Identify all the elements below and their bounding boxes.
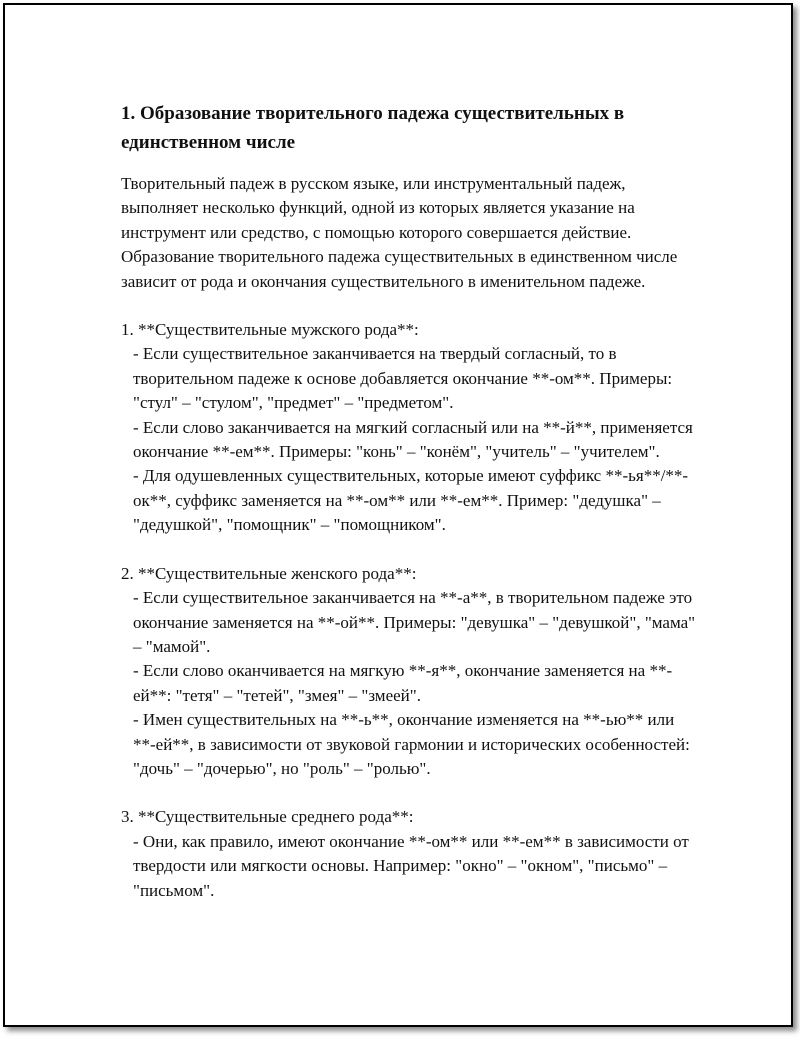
rule-item: - Если слово оканчивается на мягкую **-я**, окончание заменяется на **-ей**: "тетя" – "тетей", "змея" – "змеей". bbox=[133, 661, 673, 705]
section-neuter bbox=[121, 805, 701, 903]
document-title: 1. Образование творительного падежа существительных в единственном числе bbox=[121, 103, 625, 153]
rule-item: - Если существительное заканчивается на **-а**, в творительном падеже это окончание заменяется на **-ой**. Примеры: "девушка" – "девушкой", "мама" – "мамой". bbox=[133, 588, 696, 656]
document-page bbox=[3, 3, 793, 1027]
rule-item: - Для одушевленных существительных, которые имеют суффикс **-ья**/**-ок**, суффикс заменяется на **-ом** или **-ем**. Пример: "дедушка" – "дедушкой", "помощник" – "помощником". bbox=[133, 466, 689, 535]
rule-item: - Если существительное заканчивается на твердый согласный, то в творительном падеже к основе добавляется окончание **-ом**. Примеры: "стул" – "стулом", "предмет" – "предметом". bbox=[133, 344, 673, 413]
section-masculine bbox=[121, 318, 701, 538]
rule-item: - Если слово заканчивается на мягкий согласный или на **-й**, применяется окончание **-ем**. Примеры: "конь" – "конём", "учитель" – "учителем". bbox=[133, 417, 693, 462]
section-feminine bbox=[121, 562, 701, 782]
section-heading: 1. **Существительные мужского рода**: bbox=[121, 320, 419, 340]
rule-item: - Они, как правило, имеют окончание **-ом** или **-ем** в зависимости от твердости или мягкости основы. Например: "окно" – "окном", "письмо" – "письмом". bbox=[133, 831, 689, 900]
intro-paragraph: Творительный падеж в русском языке, или инструментальный падеж, выполняет несколько функций, одной из которых является указание на инструмент или средство, с помощью которого совершается действие. Образование творительного падежа существительных в единственном числе зависит от рода и окончания существительного в именительном падеже. bbox=[121, 174, 678, 291]
document-content bbox=[121, 99, 701, 903]
section-heading: 2. **Существительные женского рода**: bbox=[121, 563, 417, 583]
section-heading: 3. **Существительные среднего рода**: bbox=[121, 807, 414, 827]
rule-item: - Имен существительных на **-ь**, окончание изменяется на **-ью** или **-ей**, в зависимости от звуковой гармонии и исторических особенностей: "дочь" – "дочерью", но "роль" – "ролью". bbox=[133, 710, 690, 778]
